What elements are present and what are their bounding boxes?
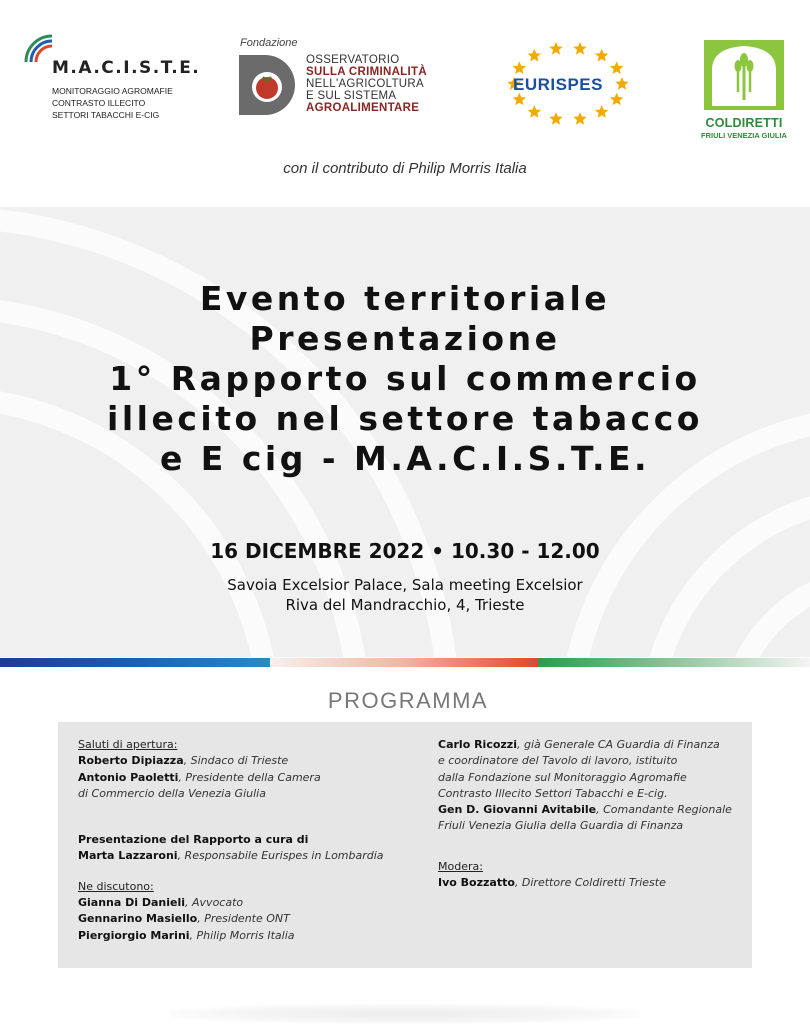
speaker-line: [438, 802, 732, 818]
speaker-name: Gen D. Giovanni Avitabile: [438, 803, 597, 817]
osservatorio-logo: [238, 38, 438, 118]
maciste-desc-line: SETTORI TABACCHI E-CIG: [52, 110, 160, 120]
section-heading: Ne discutono:: [78, 879, 154, 893]
section-heading: Saluti di apertura:: [78, 738, 178, 751]
venue-line: Savoia Excelsior Palace, Sala meeting Excelsior: [227, 576, 583, 594]
title-line: e E cig - M.A.C.I.S.T.E.: [159, 439, 651, 478]
stripe-red: [270, 658, 538, 667]
speaker-line: [438, 737, 732, 753]
speaker-line: [78, 770, 384, 786]
speaker-line: [78, 895, 384, 911]
maciste-name: M.A.C.I.S.T.E.: [52, 58, 201, 78]
osservatorio-line: NELL'AGRICOLTURA: [306, 78, 424, 90]
speaker-role: , Responsabile Eurispes in Lombardia: [177, 849, 384, 863]
eurispes-logo: [506, 42, 636, 128]
footer-shadow: [170, 1004, 640, 1024]
speaker-role: , Direttore Coldiretti Trieste: [514, 876, 666, 890]
programme-right-column: [438, 737, 732, 891]
star-icon: [528, 49, 541, 62]
star-icon: [528, 105, 541, 118]
title-line: Presentazione: [249, 319, 561, 358]
star-icon: [549, 42, 562, 55]
speaker-line: [78, 911, 384, 927]
coldiretti-logo: [698, 40, 790, 146]
osservatorio-line: OSSERVATORIO: [306, 54, 400, 66]
osservatorio-text: [306, 54, 427, 114]
title-line: Evento territoriale: [199, 279, 611, 318]
speaker-name: Ivo Bozzatto: [438, 876, 515, 890]
speaker-line: [78, 928, 384, 944]
coldiretti-name: COLDIRETTI: [705, 116, 783, 130]
speaker-role-cont: Contrasto Illecito Settori Tabacchi e E-cig.: [438, 786, 668, 800]
wheat-shield-icon: [704, 40, 784, 110]
stripe-blue: [0, 658, 270, 667]
event-title: [0, 279, 810, 479]
stripe-green: [538, 658, 810, 667]
star-icon: [595, 49, 608, 62]
speaker-role-cont: e coordinatore del Tavolo di lavoro, istituito: [438, 754, 678, 768]
speaker-line: [78, 848, 384, 864]
osservatorio-line: AGROALIMENTARE: [306, 102, 420, 114]
star-icon: [573, 112, 586, 125]
section-heading: Presentazione del Rapporto a cura di: [78, 833, 309, 847]
fondazione-label: Fondazione: [240, 37, 298, 49]
osservatorio-mark-icon: [239, 55, 299, 115]
event-venue: [0, 575, 810, 615]
maciste-desc-line: CONTRASTO ILLECITO: [52, 98, 146, 108]
osservatorio-line: E SUL SISTEMA: [306, 90, 397, 102]
sponsor-line: con il contributo di Philip Morris Italia: [283, 160, 527, 177]
coldiretti-region: FRIULI VENEZIA GIULIA: [701, 131, 787, 140]
programme-title: PROGRAMMA: [327, 688, 489, 713]
title-line: illecito nel settore tabacco: [107, 399, 703, 438]
speaker-role: , già Generale CA Guardia di Finanza: [516, 738, 720, 751]
osservatorio-line: SULLA CRIMINALITÀ: [306, 66, 427, 78]
programme-left-column: [78, 737, 384, 944]
maciste-description: [52, 85, 173, 121]
speaker-role: , Presidente della Camera: [178, 770, 321, 784]
star-icon: [610, 61, 623, 74]
speaker-role-cont: di Commercio della Venezia Giulia: [78, 786, 266, 800]
maciste-desc-line: MONITORAGGIO AGROMAFIE: [52, 86, 173, 96]
speaker-name: Roberto Dipiazza: [78, 754, 184, 768]
star-icon: [615, 77, 628, 90]
star-icon: [549, 112, 562, 125]
speaker-name: Gianna Di Danieli: [78, 896, 186, 910]
speaker-role: , Comandante Regionale: [596, 803, 732, 817]
speaker-name: Marta Lazzaroni: [78, 849, 178, 863]
eurispes-name: EURISPES: [513, 75, 603, 94]
speaker-role: , Avvocato: [185, 896, 244, 910]
star-icon: [610, 93, 623, 106]
section-heading: Modera:: [438, 859, 483, 873]
speaker-role: , Sindaco di Trieste: [183, 754, 289, 768]
star-icon: [595, 105, 608, 118]
speaker-name: Gennarino Masiello: [78, 912, 198, 926]
event-date-time: 16 DICEMBRE 2022 • 10.30 - 12.00: [210, 539, 600, 563]
venue-line: Riva del Mandracchio, 4, Trieste: [285, 596, 525, 614]
speaker-role: , Philip Morris Italia: [189, 928, 295, 942]
speaker-role-cont: dalla Fondazione sul Monitoraggio Agromafie: [438, 770, 687, 784]
speaker-line: [438, 875, 732, 891]
star-icon: [573, 42, 586, 55]
speaker-role: , Presidente ONT: [197, 912, 290, 926]
speaker-name: Piergiorgio Marini: [78, 928, 190, 942]
star-icon: [513, 61, 526, 74]
speaker-name: Carlo Ricozzi: [438, 738, 517, 751]
speaker-role-cont: Friuli Venezia Giulia della Guardia di Finanza: [438, 819, 684, 833]
speaker-line: [78, 753, 384, 769]
event-header-band: [0, 207, 810, 657]
title-line: 1° Rapporto sul commercio: [109, 359, 701, 398]
speaker-name: Antonio Paoletti: [78, 770, 179, 784]
